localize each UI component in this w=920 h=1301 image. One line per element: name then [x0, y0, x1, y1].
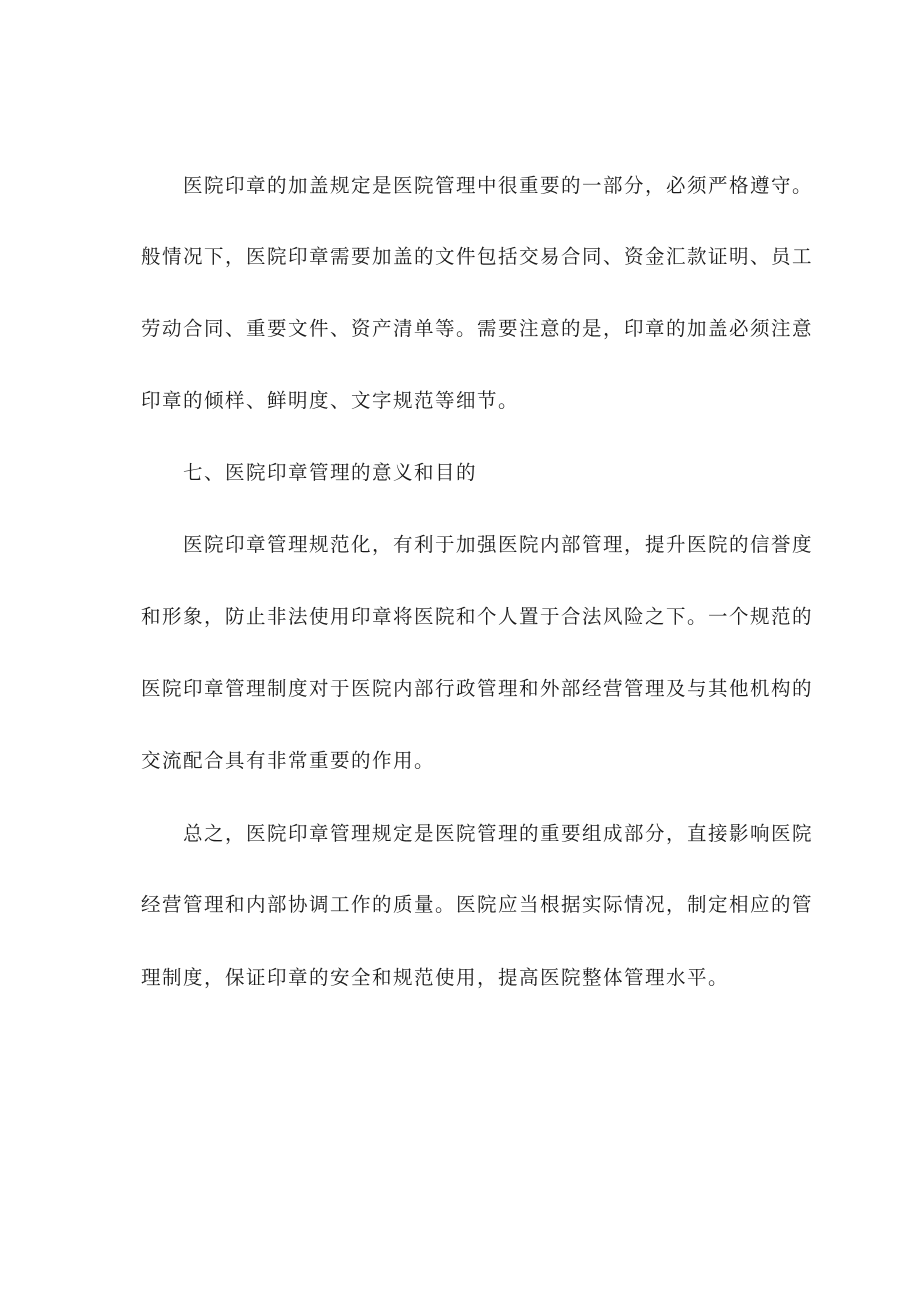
paragraph-significance-line-3: 医院印章管理制度对于医院内部行政管理和外部经营管理及与其他机构的 [141, 677, 814, 700]
paragraph-summary-line-2: 经营管理和内部协调工作的质量。医院应当根据实际情况，制定相应的管 [141, 893, 814, 916]
paragraph-seal-rules-line-4: 印章的倾样、鲜明度、文字规范等细节。 [141, 389, 520, 412]
section-heading-seven: 七、医院印章管理的意义和目的 [183, 461, 478, 484]
paragraph-seal-rules-line-1: 医院印章的加盖规定是医院管理中很重要的一部分，必须严格遵守。 [183, 174, 814, 197]
paragraph-significance-line-1: 医院印章管理规范化，有利于加强医院内部管理，提升医院的信誉度 [183, 533, 814, 556]
paragraph-summary-line-1: 总之，医院印章管理规定是医院管理的重要组成部分，直接影响医院 [183, 822, 814, 845]
paragraph-seal-rules-line-3: 劳动合同、重要文件、资产清单等。需要注意的是，印章的加盖必须注意 [141, 317, 814, 340]
paragraph-significance-line-4: 交流配合具有非常重要的作用。 [141, 749, 436, 772]
paragraph-seal-rules-line-2: 般情况下，医院印章需要加盖的文件包括交易合同、资金汇款证明、员工 [141, 245, 814, 268]
paragraph-significance-line-2: 和形象，防止非法使用印章将医院和个人置于合法风险之下。一个规范的 [141, 605, 814, 628]
paragraph-summary-line-3: 理制度，保证印章的安全和规范使用，提高医院整体管理水平。 [141, 966, 730, 989]
